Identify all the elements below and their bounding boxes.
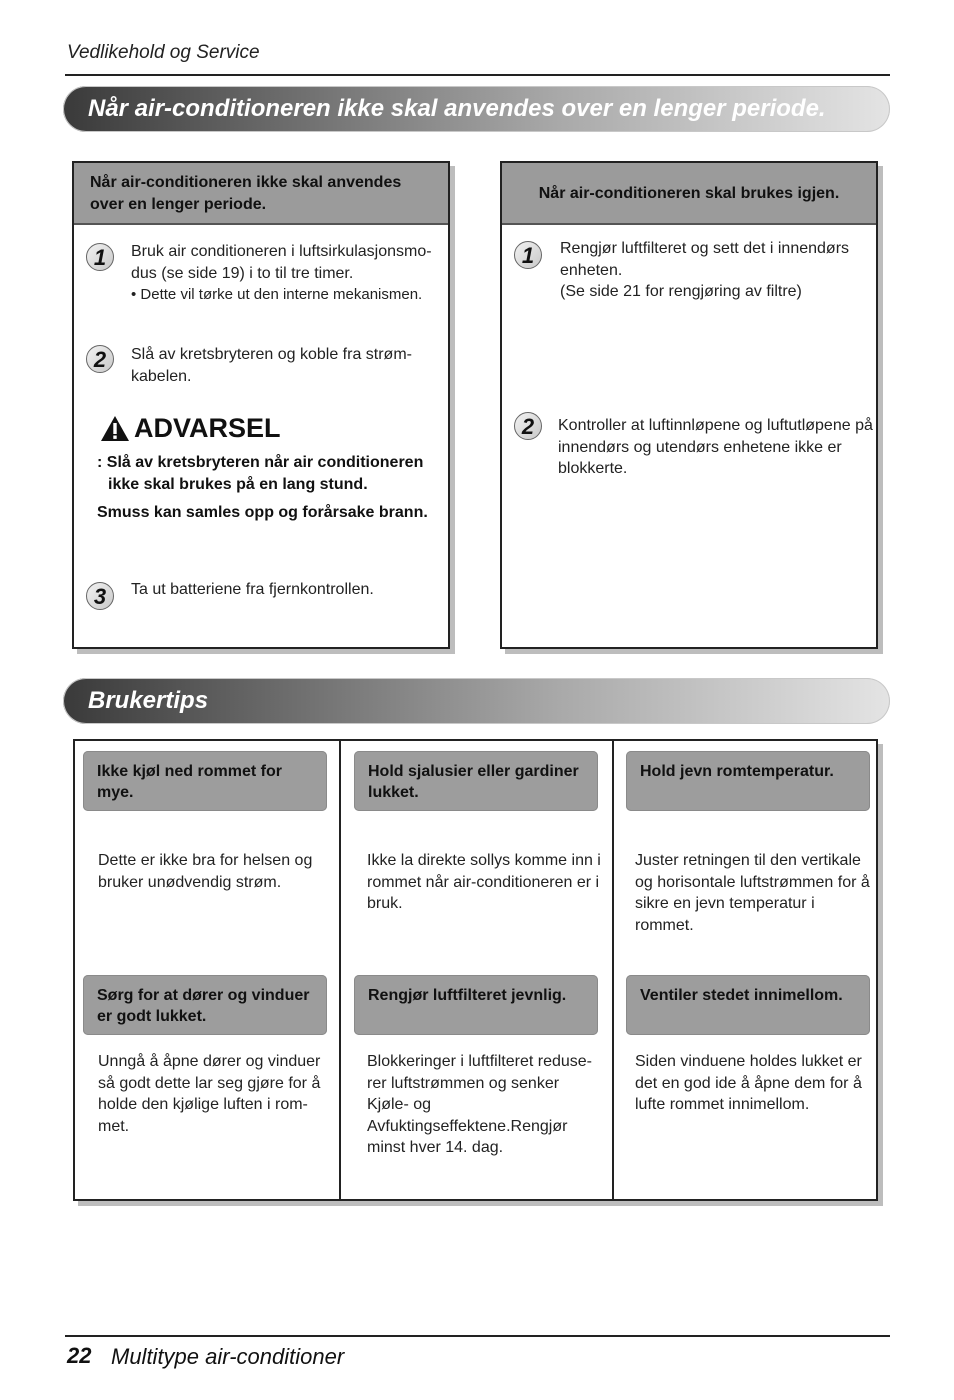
tip-body: Blokkeringer i luftfilteret reduse-rer luftstrømmen og senker Kjøle- og Avfuktingseffektene.Rengjør minst hver 14. dag. [367, 1053, 592, 1156]
tip-heading: Ikke kjøl ned rommet for mye. [83, 751, 327, 811]
warning-line-2: ikke skal brukes på en lang stund. [108, 475, 368, 493]
column-divider [339, 741, 341, 1199]
box-heading: Når air-conditioneren ikke skal anvendes over en lenger periode. [74, 163, 448, 225]
footer-rule [65, 1335, 890, 1337]
tip-heading: Hold sjalusier eller gardiner lukket. [354, 751, 598, 811]
step-sub-text: (Se side 21 for rengjøring av filtre) [560, 283, 802, 300]
header-rule [65, 74, 890, 76]
storage-instructions-box [72, 161, 450, 649]
step-text-2: Slå av kretsbryteren og koble fra strøm-kabelen. [131, 346, 412, 385]
step-text-1 [560, 238, 865, 303]
step-number-3: 3 [86, 582, 114, 610]
tip-heading: Sørg for at dører og vinduer er godt lukket. [83, 975, 327, 1035]
step-number-2: 2 [514, 412, 542, 440]
step-text-3: Ta ut batteriene fra fjernkontrollen. [131, 581, 374, 598]
step-text-1 [131, 241, 441, 306]
warning-heading [100, 413, 281, 444]
step-text-2: Kontroller at luftinnløpene og luftutløpene på innendørs og utendørs enhetene ikke er blokkerte. [558, 417, 873, 477]
footer-title: Multitype air-conditioner [111, 1344, 345, 1369]
tip-body: Ikke la direkte sollys komme inn i rommet når air-conditioneren er i bruk. [367, 852, 601, 912]
step-number-2: 2 [86, 345, 114, 373]
page-number: 22 [67, 1343, 92, 1368]
tip-body: Dette er ikke bra for helsen og bruker unødvendig strøm. [98, 852, 313, 891]
section-title: Brukertips [88, 687, 209, 714]
tip-heading: Ventiler stedet innimellom. [626, 975, 870, 1035]
tip-body: Siden vinduene holdes lukket er det en god ide å åpne dem for å lufte rommet innimellom. [635, 1053, 862, 1113]
tip-heading: Hold jevn romtemperatur. [626, 751, 870, 811]
warning-line-3: Smuss kan samles opp og forårsake brann. [97, 504, 428, 521]
column-divider [612, 741, 614, 1199]
box-heading: Når air-conditioneren skal brukes igjen. [502, 163, 876, 225]
step-main-text: Bruk air conditioneren i luftsirkulasjonsmo-dus (se side 19) i to til tre timer. [131, 243, 432, 282]
section-banner-tips [63, 678, 890, 724]
warning-line-1: : Slå av kretsbryteren når air conditioneren [97, 454, 424, 471]
tip-body: Juster retningen til den vertikale og horisontale luftstrømmen for å sikre en jevn temperatur i rommet. [635, 852, 870, 934]
warning-text [97, 452, 442, 524]
step-number-1: 1 [514, 241, 542, 269]
tip-body: Unngå å åpne dører og vinduer så godt dette lar seg gjøre for å holde den kjølige luften i rom-met. [98, 1053, 321, 1135]
step-main-text: Rengjør luftfilteret og sett det i innendørs enheten. [560, 240, 850, 279]
tips-table [73, 739, 878, 1201]
warning-triangle-icon [100, 415, 130, 442]
restart-instructions-box [500, 161, 878, 649]
step-number-1: 1 [86, 243, 114, 271]
running-header: Vedlikehold og Service [67, 42, 260, 63]
section-title: Når air-conditioneren ikke skal anvendes over en lenger periode. [88, 95, 826, 122]
section-banner-storage [63, 86, 890, 132]
tip-heading: Rengjør luftfilteret jevnlig. [354, 975, 598, 1035]
step-sub-text: • Dette vil tørke ut den interne mekanismen. [131, 286, 423, 303]
warning-title: ADVARSEL [134, 413, 281, 443]
